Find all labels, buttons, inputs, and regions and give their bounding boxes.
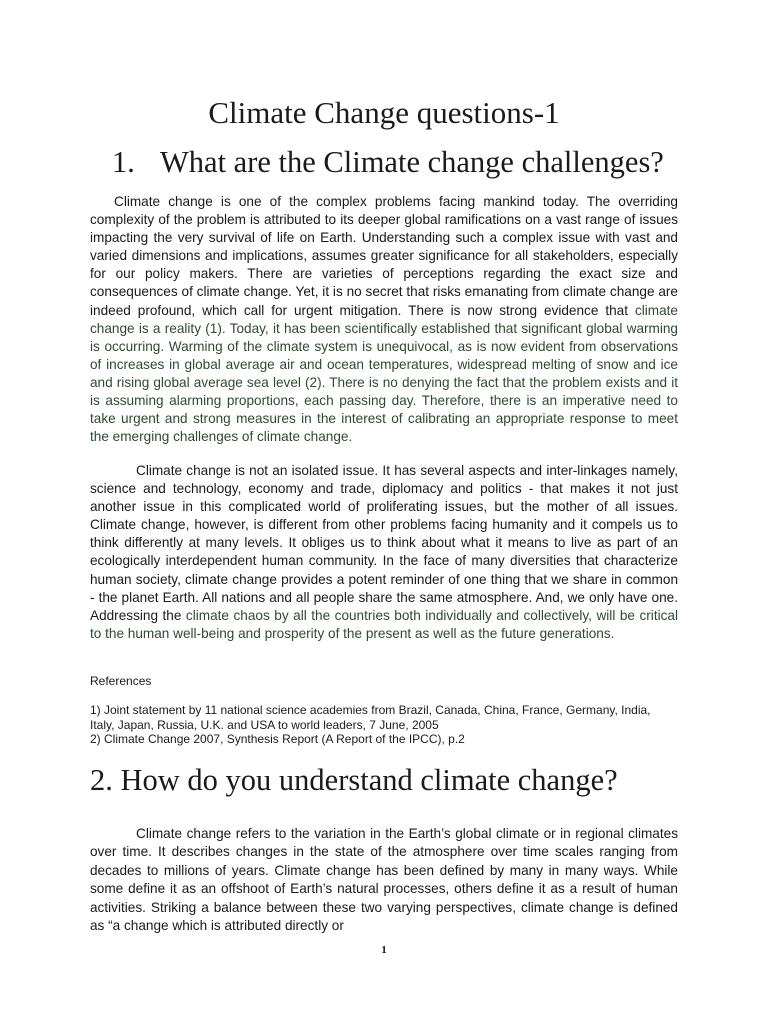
references-list bbox=[90, 703, 678, 747]
section-1-paragraph-2-part-2: climate chaos by all the countries both individually and collectively, will be critical to the human well-being and prosperity of the present as well as the future generations. bbox=[90, 607, 678, 641]
references-label: References bbox=[90, 674, 152, 688]
page-number: 1 bbox=[381, 944, 387, 956]
section-1-paragraph-2 bbox=[90, 462, 678, 643]
section-2-heading: 2. How do you understand climate change? bbox=[90, 763, 618, 797]
reference-item: 1) Joint statement by 11 national science academies from Brazil, Canada, China, France, Germany, India, Italy, Japan, Russia, U.K. and USA to world leaders, 7 June, 2005 bbox=[90, 703, 651, 732]
section-1-paragraph-1-part-1: Climate change is one of the complex problems facing mankind today. The overriding complexity of the problem is attributed to its deeper global ramifications on a vast range of issues impacting the very survival of life on Earth. Understanding such a complex issue with vast and varied dimensions and implications, assumes greater significance for all stakeholders, especially for our policy makers. There are varieties of perceptions regarding the exact size and consequences of climate change. Yet, it is no secret that risks emanating from climate change are indeed profound, which call for urgent mitigation. There is now strong evidence that bbox=[90, 194, 678, 318]
section-1-paragraph-1 bbox=[90, 193, 678, 446]
section-1-paragraph-2-part-1: Climate change is not an isolated issue. It has several aspects and inter-linkages namely, science and technology, economy and trade, diplomacy and politics - that makes it not just another issue in this complicated world of proliferating issues, but the mother of all issues. Climate change, however, is different from other problems facing humanity and it compels us to think differently at many levels. It obliges us to think about what it means to live as part of an ecologically interdependent human community. In the face of many diversities that characterize human society, climate change provides a potent reminder of one thing that we share in common - the planet Earth. All nations and all people share the same atmosphere. And, we only have one. Addressing the bbox=[90, 463, 678, 623]
section-1-heading bbox=[112, 144, 712, 180]
section-1-paragraph-1-part-2: climate change is a reality (1). Today, it has been scientifically established that significant global warming is occurring. Warming of the climate system is unequivocal, as is now evident from observations of increases in global average air and ocean temperatures, widespread melting of snow and ice and rising global average sea level (2). There is no denying the fact that the problem exists and it is assuming alarming proportions, each passing day. Therefore, there is an imperative need to take urgent and strong measures in the interest of calibrating an appropriate response to meet the emerging challenges of climate change. bbox=[90, 302, 678, 445]
section-1-number: 1. bbox=[112, 145, 135, 179]
section-1-heading-text: What are the Climate change challenges? bbox=[160, 145, 664, 179]
section-2-paragraph-1: Climate change refers to the variation in the Earth’s global climate or in regional climates over time. It describes changes in the state of the atmosphere over time scales ranging from decades to millions of years. Climate change has been defined by many in many ways. While some define it as an offshoot of Earth’s natural processes, others define it as a result of human activities. Striking a balance between these two varying perspectives, climate change is defined as “a change which is attributed directly or bbox=[90, 826, 678, 934]
reference-item: 2) Climate Change 2007, Synthesis Report (A Report of the IPCC), p.2 bbox=[90, 732, 465, 747]
document-title: Climate Change questions-1 bbox=[208, 95, 560, 130]
